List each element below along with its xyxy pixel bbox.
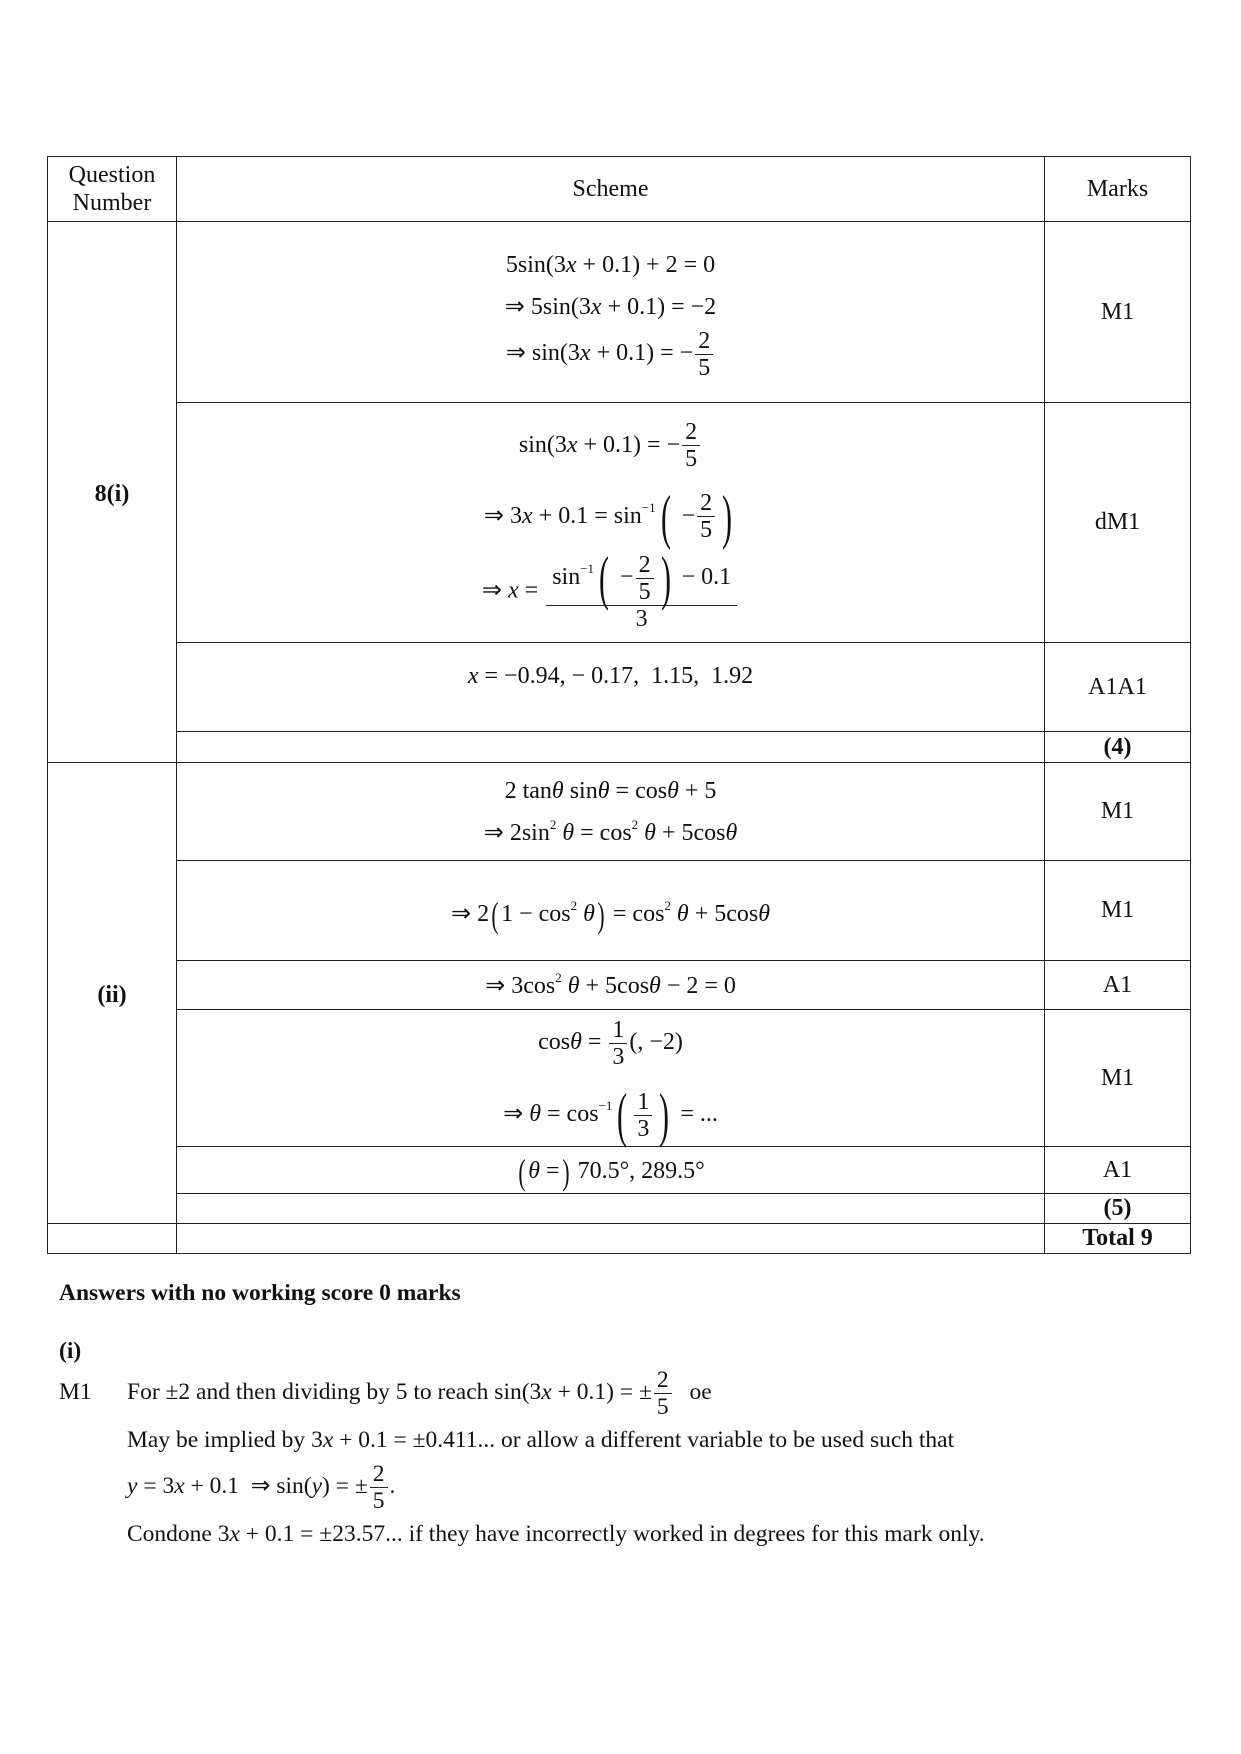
question-number-header: Question Number (48, 157, 177, 222)
math-line: ⇒ $3\cos^2$ θ + 5cosθ − 2 = 0 (485, 970, 736, 999)
mark-cell: M1 (1045, 861, 1191, 961)
total-marks: Total 9 (1045, 1224, 1191, 1254)
notes-line-4: Condone 3x + 0.1 = ±23.57... if they have incorrectly worked in degrees for this mark only. (127, 1521, 985, 1547)
table-row (48, 961, 1191, 1010)
math-line: ⇒ $\theta = \cos^{-1}$( $\frac{1}{3}$ ) = ... (503, 1082, 718, 1149)
math-line: cosθ = $\frac{1}{3}$ (, −2) (538, 1016, 683, 1070)
math-line: sin(3x + 0.1) = − $\frac{2}{5}$ (177, 414, 1044, 476)
math-line: ( θ =) 70.5°, 289.5° (518, 1152, 705, 1192)
scheme-step (177, 1147, 1045, 1194)
table-header-row (48, 157, 1191, 222)
mark-cell: M1 (1045, 763, 1191, 861)
table-row (48, 222, 1191, 403)
mark-cell: dM1 (1045, 403, 1191, 643)
scheme-step (177, 961, 1045, 1010)
table-row (48, 732, 1191, 763)
question-label-8i: 8(i) (48, 222, 177, 763)
notes-heading: Answers with no working score 0 marks (59, 1280, 461, 1306)
table-row (48, 1194, 1191, 1224)
mark-cell: A1A1 (1045, 643, 1191, 732)
scheme-header: Scheme (177, 157, 1045, 222)
part-i-subtotal: (4) (1045, 732, 1191, 763)
marks-header: Marks (1045, 157, 1191, 222)
scheme-cell-empty (177, 732, 1045, 763)
math-line: ⇒ x = $\sin^{-1}$( − $\frac{2}{5}$ ) − 0.1 3 (177, 552, 1044, 632)
mark-cell: A1 (1045, 961, 1191, 1010)
table-row (48, 861, 1191, 961)
question-cell-empty (48, 1224, 177, 1254)
scheme-step (177, 222, 1045, 403)
scheme-step (177, 861, 1045, 961)
table-row (48, 403, 1191, 643)
table-row (48, 763, 1191, 861)
answer-values: x = −0.94, − 0.17, 1.15, 1.92 (467, 663, 754, 689)
part-ii-subtotal: (5) (1045, 1194, 1191, 1224)
notes-part-label: (i) (59, 1338, 82, 1364)
scheme-step (177, 763, 1045, 861)
table-row (48, 643, 1191, 732)
math-line: 5sin(3x + 0.1) + 2 = 0 (505, 251, 716, 278)
notes-line-3: y = 3x + 0.1 ⇒ sin(y) = ± $\frac{2}{5}$ . (127, 1461, 396, 1514)
math-line: 2 tanθ sinθ = cosθ + 5 (504, 777, 717, 804)
math-line: ⇒ $2(1 - \cos^2 \theta) = \cos^2 \theta + 5\cos\theta$ (450, 895, 771, 936)
notes-line-2: May be implied by 3x + 0.1 = ±0.411... or allow a different variable to be used such that (127, 1427, 955, 1453)
table-row (48, 1010, 1191, 1147)
math-line: ⇒ $2\sin^2$ $\theta = \cos^2 \theta + 5\cos\theta$ (483, 816, 738, 846)
math-line: ⇒ sin(3x + 0.1) = − $\frac{2}{5}$ (177, 328, 1044, 381)
mark-cell: M1 (1045, 222, 1191, 403)
math-line: ⇒ 5sin(3x + 0.1) = −2 (504, 293, 717, 320)
table-row (48, 1224, 1191, 1254)
scheme-cell-empty (177, 1224, 1045, 1254)
scheme-step (177, 403, 1045, 643)
math-line: ⇒ $3x + 0.1 = \sin^{-1}$( − $\frac{2}{5}$ ) (483, 483, 733, 550)
table-row (48, 1147, 1191, 1194)
notes-mark-code: M1 (59, 1379, 92, 1405)
question-label-ii: (ii) (48, 763, 177, 1224)
mark-cell: M1 (1045, 1010, 1191, 1147)
scheme-step (177, 1010, 1045, 1147)
notes-line-1: For ±2 and then dividing by 5 to reach sin(3x + 0.1) = ± $\frac{2}{5}$ oe (127, 1367, 712, 1420)
mark-scheme-table (47, 156, 1191, 1254)
scheme-step (177, 643, 1045, 732)
scheme-cell-empty (177, 1194, 1045, 1224)
mark-cell: A1 (1045, 1147, 1191, 1194)
